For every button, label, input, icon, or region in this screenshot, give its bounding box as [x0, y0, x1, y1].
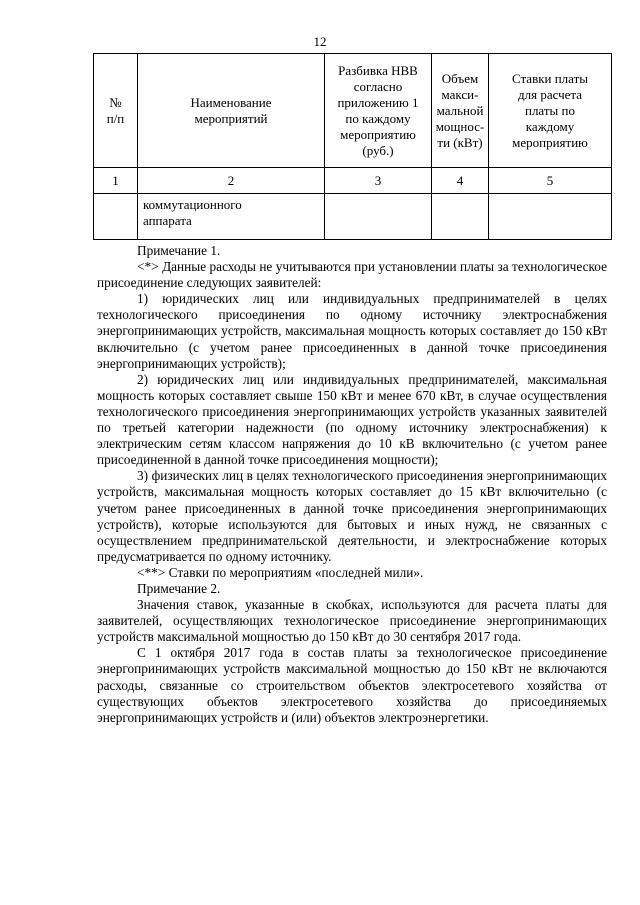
col-number: 1 [94, 168, 138, 194]
header-nvv: Разбивка НВВ согласно приложению 1 по каждому мероприятию (руб.) [325, 54, 432, 168]
col-number: 4 [432, 168, 489, 194]
tariff-table [93, 53, 612, 240]
header-rates: Ставки платы для расчета платы по каждому мероприятию [489, 54, 612, 168]
header-power: Объем макси- мальной мощнос- ти (кВт) [432, 54, 489, 168]
table-cell [489, 194, 612, 240]
table-cell-name: коммутационного аппарата [138, 194, 325, 240]
note2-paragraph-2: С 1 октября 2017 года в состав платы за технологическое присоединение энергопринимающих устройств максимальной мощностью до 150 кВт не включаются расходы, связанные со строительством объектов электросетевого хозяйства от существующих объектов электросетевого хозяйства до присоединяемых энергопринимающих устройств и (или) объектов электроэнергетики. [97, 645, 607, 725]
note2-title: Примечание 2. [137, 580, 221, 596]
col-number: 2 [138, 168, 325, 194]
table-number-row [94, 168, 612, 194]
note2-paragraph-1: Значения ставок, указанные в скобках, используются для расчета платы для заявителей, осуществляющих технологическое присоединение энергопринимающих устройств максимальной мощностью до 150 кВт до 30 сентября 2017 года. [97, 597, 607, 645]
note1-item-1: 1) юридических лиц или индивидуальных предпринимателей в целях технологического присоединения по одному источнику электроснабжения энергопринимающих устройств, максимальная мощность которых составляет до 150 кВт включительно (с учетом ранее присоединенных в данной точке присоединения энергопринимающих устройств); [97, 291, 607, 371]
col-number: 3 [325, 168, 432, 194]
table-row [94, 194, 612, 240]
table-cell [94, 194, 138, 240]
header-name: Наименование мероприятий [138, 54, 325, 168]
header-number: № п/п [94, 54, 138, 168]
table-header-row [94, 54, 612, 168]
note1-item-3: 3) физических лиц в целях технологического присоединения энергопринимающих устройств, максимальная мощность которых составляет до 15 кВт включительно (с учетом ранее присоединенных в данной точке присоединения энергопринимающих устройств), которые используются для бытовых и иных нужд, не связанных с осуществлением предпринимательской деятельности, и электроснабжение которых предусматривается по одному источнику. [97, 468, 607, 564]
double-star-note: <**> Ставки по мероприятиям «последней мили». [137, 564, 424, 580]
table-cell [325, 194, 432, 240]
col-number: 5 [489, 168, 612, 194]
note1-title: Примечание 1. [137, 243, 221, 258]
table-cell [432, 194, 489, 240]
note1-item-2: 2) юридических лиц или индивидуальных предпринимателей, максимальная мощность которых составляет свыше 150 кВт и менее 670 кВт, в случае осуществления технологического присоединения энергопринимающих устройств указанных заявителей по третьей категории надежности (по одному источнику электроснабжения) к электрическим сетям классом напряжения до 10 кВ включительно (с учетом ранее присоединенной в данной точке присоединения мощности); [97, 371, 607, 468]
note1-intro: <*> Данные расходы не учитываются при установлении платы за технологическое присоединение следующих заявителей: [97, 259, 607, 291]
notes-section [97, 243, 607, 726]
page-number: 12 [313, 34, 327, 49]
